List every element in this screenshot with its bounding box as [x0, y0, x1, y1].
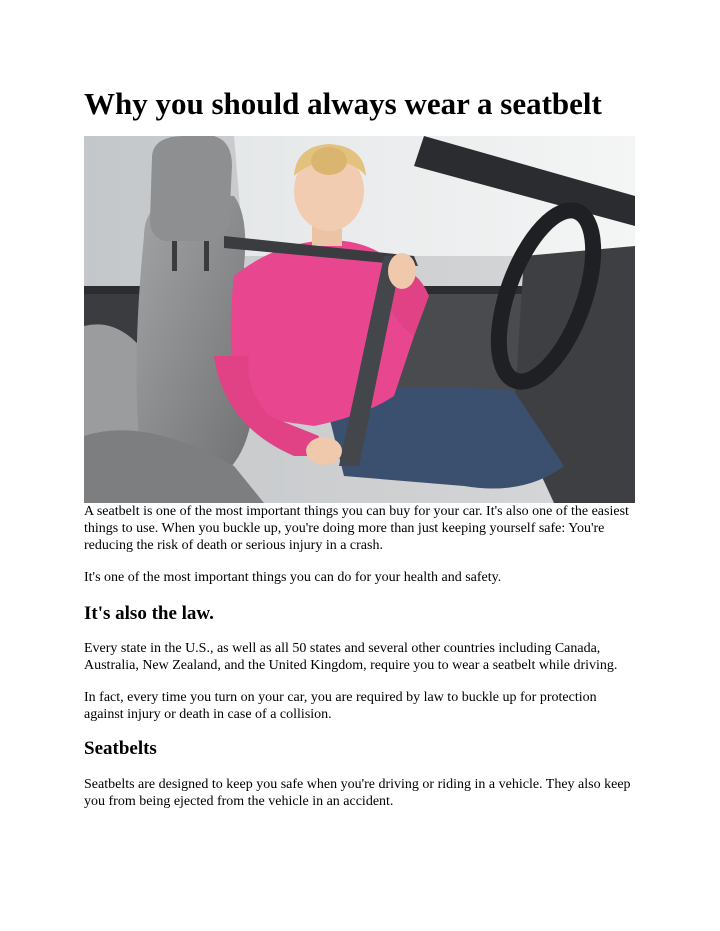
section-heading-law: It's also the law.	[84, 603, 214, 624]
law-paragraph: Every state in the U.S., as well as all 50 states and several other countries including Canada, Australia, New Zealand, and the United Kingdom, require you to wear a seatbelt while driving.	[84, 641, 618, 673]
seatbelts-paragraph: Seatbelts are designed to keep you safe when you're driving or riding in a vehicle. They also keep you from being ejected from the vehicle in an accident.	[84, 777, 631, 809]
intro-paragraph: A seatbelt is one of the most important things you can buy for your car. It's also one of the easiest things to use. When you buckle up, you're doing more than just keeping yourself safe: You're reducing the risk of death or serious injury in a crash.	[84, 504, 629, 553]
law-paragraph-2: In fact, every time you turn on your car, you are required by law to buckle up for protection against injury or death in case of a collision.	[84, 690, 597, 722]
intro-paragraph-2: It's one of the most important things you can do for your health and safety.	[84, 570, 502, 585]
section-heading-seatbelts: Seatbelts	[84, 738, 157, 759]
document-title: Why you should always wear a seatbelt	[84, 86, 602, 121]
seatbelt-photo	[84, 136, 635, 503]
